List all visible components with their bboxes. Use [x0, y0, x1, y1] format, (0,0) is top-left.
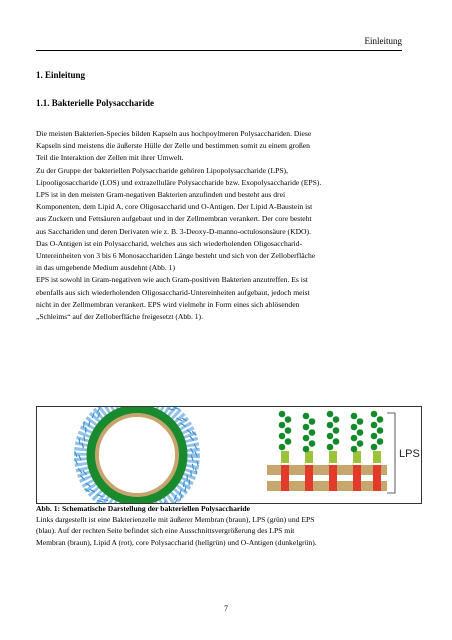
text-line: Das O-Antigen ist ein Polysaccharid, welches aus sich wiederholenden Oligosaccharid- [36, 238, 303, 248]
figure-svg [37, 407, 421, 503]
o-antigen-unit [333, 427, 340, 434]
o-antigen-unit [327, 411, 334, 418]
o-antigen-unit [371, 411, 378, 418]
core-polysaccharide [329, 451, 337, 463]
core-polysaccharide [305, 451, 313, 463]
running-header [36, 36, 402, 51]
text-line: Zu der Gruppe der bakteriellen Polysaccharide gehören Lipopolysaccharide (LPS), [36, 165, 288, 175]
o-antigen-unit [371, 422, 378, 429]
o-antigen-unit [309, 429, 316, 436]
o-antigen-unit [371, 433, 378, 440]
lipid-a [281, 465, 289, 491]
figure-lps-schematic [36, 406, 422, 504]
o-antigen-unit [279, 411, 286, 418]
o-antigen-unit [333, 416, 340, 423]
lps-molecule [371, 411, 384, 491]
text-line: Teil die Interaktion der Zellen mit ihrer Umwelt. [36, 153, 184, 163]
caption-line: Links dargestellt ist eine Bakterienzelle mit äußerer Membran (braun), LPS (grün) und EPS [36, 515, 315, 525]
text-line: ebenfalls aus sich wiederholenden Oligosaccharid-Untereinheiten aufgebaut, jedoch meist [36, 287, 310, 297]
o-antigen-unit [351, 446, 358, 453]
lipid-a [305, 465, 313, 491]
lipid-a [353, 465, 361, 491]
lps-molecule [351, 413, 364, 491]
o-antigen-unit [327, 444, 334, 451]
lps-detail-illustration [267, 411, 387, 491]
o-antigen-unit [285, 416, 292, 423]
o-antigen-unit [279, 433, 286, 440]
caption-title: Abb. 1: Schematische Darstellung der bakteriellen Polysaccharide [36, 504, 250, 513]
text-line: LPS ist in den meisten Gram-negativen Bakterien anzufinden und besteht aus drei [36, 190, 286, 200]
core-polysaccharide [353, 451, 361, 463]
o-antigen-unit [357, 440, 364, 447]
o-antigen-unit [351, 413, 358, 420]
o-antigen-unit [285, 427, 292, 434]
lps-molecule [327, 411, 340, 491]
text-line: Lipooligosaccharide (LOS) und extrazelluläre Polysaccharide bzw. Exopolysaccharide (EPS). [36, 177, 322, 187]
bacterial-cell-illustration [75, 407, 199, 503]
o-antigen-unit [303, 413, 310, 420]
caption-line: Membran (braun), Lipid A (rot), core Polysaccharid (hellgrün) und O-Antigen (dunkelgrün). [36, 537, 317, 547]
o-antigen-unit [351, 424, 358, 431]
header-title: Einleitung [364, 36, 402, 46]
o-antigen-unit [309, 418, 316, 425]
o-antigen-unit [357, 429, 364, 436]
o-antigen-unit [327, 422, 334, 429]
lps-chains [279, 411, 384, 491]
text-line: aus Sacchariden und deren Derivaten wie z. B. 3-Deoxy-D-manno-octulosonsäure (KDO). [36, 226, 311, 236]
text-line: Die meisten Bakterien-Species bilden Kapseln aus hochpoylmeren Polysacchariden. Diese [36, 129, 312, 138]
body-paragraph [36, 128, 401, 323]
o-antigen-unit [377, 416, 384, 423]
subsection-heading: 1.1. Bakterielle Polysaccharide [36, 98, 154, 108]
o-antigen-unit [357, 418, 364, 425]
lps-label: LPS [399, 448, 420, 460]
text-line: Kapseln sind meistens die äußerste Hülle der Zelle und bestimmen somit zu einem großen [36, 141, 310, 151]
text-line: EPS ist sowohl in Gram-negativen wie auch Gram-positiven Bakterien anzutreffen. Es ist [36, 275, 308, 285]
text-line: „Schleims“ auf der Zelloberfläche freigesetzt (Abb. 1). [36, 312, 203, 322]
o-antigen-unit [303, 435, 310, 442]
o-antigen-unit [285, 438, 292, 445]
o-antigen-unit [279, 422, 286, 429]
section-heading: 1. Einleitung [36, 70, 86, 80]
lps-bracket [387, 413, 395, 493]
core-polysaccharide [281, 451, 289, 463]
o-antigen-unit [377, 438, 384, 445]
o-antigen-unit [309, 440, 316, 447]
text-line: in das umgebende Medium ausdehnt (Abb. 1) [36, 263, 175, 273]
page-number: 7 [224, 604, 228, 613]
text-line: Komponenten, dem Lipid A, core Oligosaccharid und O-Antigen. Der Lipid A-Baustein ist [36, 202, 313, 212]
text-line: Untereinheiten von 3 bis 6 Monosacchariden Länge besteht und sich von der Zelloberfläche [36, 251, 316, 261]
text-line: nicht in der Zellmembran verankert. EPS wird vielmehr in Form eines sich ablösenden [36, 299, 300, 309]
lps-molecule [279, 411, 292, 491]
caption-line: (blau). Auf der rechten Seite befindet sich eine Ausschnittsvergrößerung des LPS mit [36, 526, 295, 536]
o-antigen-unit [371, 444, 378, 451]
o-antigen-unit [377, 427, 384, 434]
o-antigen-unit [279, 444, 286, 451]
figure-caption [36, 503, 406, 548]
lps-molecule [303, 413, 316, 491]
o-antigen-unit [351, 435, 358, 442]
core-polysaccharide [373, 451, 381, 463]
cell-interior [99, 417, 175, 493]
o-antigen-unit [333, 438, 340, 445]
text-line: aus Zuckern und Fettsäuren aufgebaut und in der Zellmembran verankert. Der core besteht [36, 214, 312, 224]
lipid-a [329, 465, 337, 491]
o-antigen-unit [303, 424, 310, 431]
lipid-a [373, 465, 381, 491]
o-antigen-unit [327, 433, 334, 440]
o-antigen-unit [303, 446, 310, 453]
